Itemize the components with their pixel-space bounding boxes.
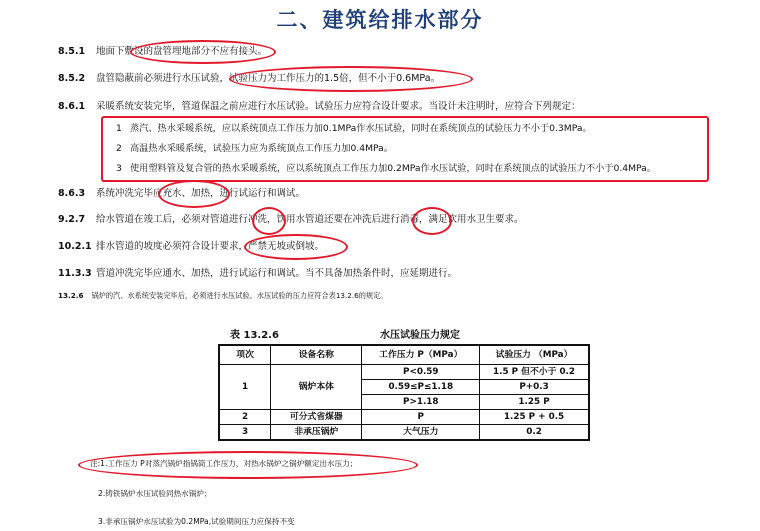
- clause-number: 8.5.2: [58, 73, 86, 84]
- table-row: [219, 425, 589, 441]
- table-cell-name: 锅炉本体: [271, 365, 362, 410]
- table-title: 水压试验压力规定: [380, 330, 460, 341]
- table-note-1: 注:1.工作压力 P对蒸汽锅炉指锅筒工作压力，对热水锅炉之锅炉额定出水压力；: [90, 459, 358, 468]
- clause-8-5-1: [0, 44, 760, 60]
- table-header: 工作压力 P（MPa）: [362, 345, 480, 365]
- table-cell-work: P: [362, 410, 480, 425]
- clause-number: 8.5.1: [58, 46, 86, 57]
- clause-number: 11.3.3: [58, 268, 92, 279]
- clause-10-2-1: [0, 239, 760, 255]
- table-cell-test: P+0.3: [480, 380, 589, 395]
- clause-text: 管道冲洗完毕应通水、加热，进行试运行和调试。当不具备加热条件时，应延期进行。: [96, 268, 458, 279]
- sub-item-index: 2: [116, 143, 122, 154]
- table-cell-index: 3: [219, 425, 271, 441]
- clause-number: 8.6.3: [58, 188, 86, 199]
- table-cell-test: 0.2: [480, 425, 589, 441]
- pressure-table: [218, 344, 590, 441]
- clause-number: 8.6.1: [58, 101, 86, 112]
- sub-item-index: 1: [116, 123, 122, 134]
- clause-number: 13.2.6: [58, 291, 84, 300]
- table-number: 表 13.2.6: [230, 330, 279, 341]
- clause-text: 给水管道在竣工后，必须对管道进行冲洗，饮用水管道还要在冲洗后进行消毒，满足饮用水卫生要求。: [96, 214, 524, 225]
- clause-8-5-2: [0, 71, 760, 87]
- clause-13-2-6: [58, 290, 387, 302]
- table-header-row: [219, 345, 589, 365]
- table-header: 设备名称: [271, 345, 362, 365]
- clause-8-6-3: [0, 186, 760, 202]
- table-cell-index: 1: [219, 365, 271, 410]
- clause-text: 系统冲洗完毕应充水、加热，进行试运行和调试。: [96, 188, 306, 199]
- clause-text: 地面下敷设的盘管埋地部分不应有接头。: [96, 46, 268, 57]
- table-cell-test: 1.25 P + 0.5: [480, 410, 589, 425]
- table-cell-work: P<0.59: [362, 365, 480, 380]
- table-cell-test: 1.5 P 但不小于 0.2: [480, 365, 589, 380]
- sub-item-text: 蒸汽、热水采暖系统，应以系统顶点工作压力加0.1MPa作水压试验，同时在系统顶点的试验压力不小于0.3MPa。: [130, 123, 592, 134]
- sub-item-text: 使用塑料管及复合管的热水采暖系统，应以系统顶点工作压力加0.2MPa作水压试验，同时在系统顶点的试验压力不小于0.4MPa。: [130, 163, 656, 174]
- table-row: [219, 365, 589, 380]
- table-cell-name: 可分式省煤器: [271, 410, 362, 425]
- clause-text: 采暖系统安装完毕，管道保温之前应进行水压试验。试验压力应符合设计要求。当设计未注明时，应符合下列规定：: [96, 101, 581, 112]
- table-cell-name: 非承压锅炉: [271, 425, 362, 441]
- table-note-3: 3.非承压锅炉水压试验为0.2MPa,试验期间压力应保持不变: [98, 517, 295, 526]
- clause-9-2-7: [0, 212, 760, 228]
- table-cell-work: 0.59≤P≤1.18: [362, 380, 480, 395]
- clause-text: 排水管道的坡度必须符合设计要求，严禁无坡或倒坡。: [96, 241, 325, 252]
- table-cell-work: 大气压力: [362, 425, 480, 441]
- page-title: 二、建筑给排水部分: [276, 7, 484, 32]
- clause-8-6-1: [0, 99, 760, 115]
- clause-text: 锅炉的汽、水系统安装完毕后，必须进行水压试验。水压试验的压力应符合表13.2.6的规定。: [91, 291, 388, 300]
- table-header: 试验压力 （MPa）: [480, 345, 589, 365]
- clause-text: 盘管隐蔽前必须进行水压试验，试验压力为工作压力的1.5倍，但不小于0.6MPa。: [96, 73, 441, 84]
- sub-item-text: 高温热水采暖系统，试验压力应为系统顶点工作压力加0.4MPa。: [130, 143, 393, 154]
- table-note-2: 2.铸铁锅炉水压试验同热水锅炉；: [98, 489, 212, 498]
- clause-number: 9.2.7: [58, 214, 86, 225]
- table-cell-index: 2: [219, 410, 271, 425]
- table-header: 项次: [219, 345, 271, 365]
- table-cell-test: 1.25 P: [480, 395, 589, 410]
- table-cell-work: P>1.18: [362, 395, 480, 410]
- table-row: [219, 410, 589, 425]
- clause-number: 10.2.1: [58, 241, 92, 252]
- clause-11-3-3: [0, 266, 760, 282]
- sub-item-index: 3: [116, 163, 122, 174]
